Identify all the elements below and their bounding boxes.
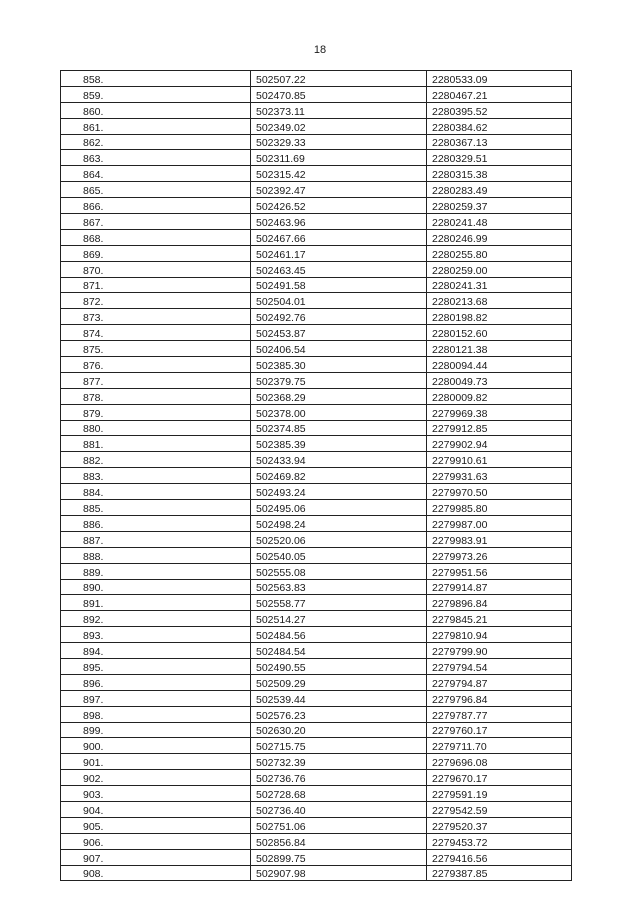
x-coordinate-cell: 502463.45 xyxy=(251,261,427,277)
x-coordinate-cell: 502736.76 xyxy=(251,770,427,786)
table-row xyxy=(61,118,572,134)
table-row xyxy=(61,166,572,182)
y-coordinate-cell: 2280094.44 xyxy=(427,357,572,373)
y-coordinate-cell: 2279896.84 xyxy=(427,595,572,611)
point-number-cell: 904. xyxy=(61,801,251,817)
table-row xyxy=(61,595,572,611)
x-coordinate-cell: 502469.82 xyxy=(251,468,427,484)
table-row xyxy=(61,706,572,722)
table-row xyxy=(61,293,572,309)
point-number-cell: 891. xyxy=(61,595,251,611)
y-coordinate-cell: 2279902.94 xyxy=(427,436,572,452)
y-coordinate-cell: 2280049.73 xyxy=(427,372,572,388)
x-coordinate-cell: 502563.83 xyxy=(251,579,427,595)
y-coordinate-cell: 2280384.62 xyxy=(427,118,572,134)
table-row xyxy=(61,404,572,420)
y-coordinate-cell: 2279912.85 xyxy=(427,420,572,436)
point-number-cell: 884. xyxy=(61,484,251,500)
y-coordinate-cell: 2279542.59 xyxy=(427,801,572,817)
table-row xyxy=(61,738,572,754)
table-row xyxy=(61,611,572,627)
y-coordinate-cell: 2279985.80 xyxy=(427,500,572,516)
point-number-cell: 882. xyxy=(61,452,251,468)
x-coordinate-cell: 502555.08 xyxy=(251,563,427,579)
table-row xyxy=(61,325,572,341)
x-coordinate-cell: 502463.96 xyxy=(251,214,427,230)
x-coordinate-cell: 502504.01 xyxy=(251,293,427,309)
point-number-cell: 900. xyxy=(61,738,251,754)
x-coordinate-cell: 502385.39 xyxy=(251,436,427,452)
table-row xyxy=(61,86,572,102)
y-coordinate-cell: 2279969.38 xyxy=(427,404,572,420)
y-coordinate-cell: 2280121.38 xyxy=(427,341,572,357)
x-coordinate-cell: 502728.68 xyxy=(251,786,427,802)
table-row xyxy=(61,770,572,786)
x-coordinate-cell: 502433.94 xyxy=(251,452,427,468)
point-number-cell: 895. xyxy=(61,658,251,674)
table-row xyxy=(61,754,572,770)
y-coordinate-cell: 2280259.37 xyxy=(427,198,572,214)
point-number-cell: 870. xyxy=(61,261,251,277)
point-number-cell: 905. xyxy=(61,817,251,833)
point-number-cell: 877. xyxy=(61,372,251,388)
point-number-cell: 866. xyxy=(61,198,251,214)
x-coordinate-cell: 502374.85 xyxy=(251,420,427,436)
table-row xyxy=(61,372,572,388)
x-coordinate-cell: 502467.66 xyxy=(251,229,427,245)
point-number-cell: 899. xyxy=(61,722,251,738)
table-row xyxy=(61,309,572,325)
x-coordinate-cell: 502899.75 xyxy=(251,849,427,865)
y-coordinate-cell: 2280533.09 xyxy=(427,71,572,87)
x-coordinate-cell: 502540.05 xyxy=(251,547,427,563)
point-number-cell: 880. xyxy=(61,420,251,436)
x-coordinate-cell: 502520.06 xyxy=(251,531,427,547)
point-number-cell: 885. xyxy=(61,500,251,516)
table-row xyxy=(61,277,572,293)
table-row xyxy=(61,484,572,500)
table-row xyxy=(61,515,572,531)
table-row xyxy=(61,531,572,547)
point-number-cell: 881. xyxy=(61,436,251,452)
x-coordinate-cell: 502492.76 xyxy=(251,309,427,325)
table-row xyxy=(61,674,572,690)
y-coordinate-cell: 2279931.63 xyxy=(427,468,572,484)
table-row xyxy=(61,849,572,865)
y-coordinate-cell: 2279711.70 xyxy=(427,738,572,754)
x-coordinate-cell: 502490.55 xyxy=(251,658,427,674)
y-coordinate-cell: 2280152.60 xyxy=(427,325,572,341)
point-number-cell: 860. xyxy=(61,102,251,118)
table-row xyxy=(61,388,572,404)
point-number-cell: 907. xyxy=(61,849,251,865)
table-row xyxy=(61,102,572,118)
x-coordinate-cell: 502493.24 xyxy=(251,484,427,500)
x-coordinate-cell: 502907.98 xyxy=(251,865,427,881)
table-row xyxy=(61,182,572,198)
table-row xyxy=(61,134,572,150)
table-row xyxy=(61,722,572,738)
x-coordinate-cell: 502498.24 xyxy=(251,515,427,531)
y-coordinate-cell: 2280213.68 xyxy=(427,293,572,309)
point-number-cell: 874. xyxy=(61,325,251,341)
x-coordinate-cell: 502484.54 xyxy=(251,643,427,659)
y-coordinate-cell: 2279696.08 xyxy=(427,754,572,770)
y-coordinate-cell: 2279796.84 xyxy=(427,690,572,706)
table-row xyxy=(61,261,572,277)
x-coordinate-cell: 502509.29 xyxy=(251,674,427,690)
y-coordinate-cell: 2279799.90 xyxy=(427,643,572,659)
y-coordinate-cell: 2279387.85 xyxy=(427,865,572,881)
y-coordinate-cell: 2279670.17 xyxy=(427,770,572,786)
table-row xyxy=(61,214,572,230)
y-coordinate-cell: 2279910.61 xyxy=(427,452,572,468)
point-number-cell: 876. xyxy=(61,357,251,373)
x-coordinate-cell: 502558.77 xyxy=(251,595,427,611)
point-number-cell: 898. xyxy=(61,706,251,722)
point-number-cell: 869. xyxy=(61,245,251,261)
x-coordinate-cell: 502514.27 xyxy=(251,611,427,627)
x-coordinate-cell: 502470.85 xyxy=(251,86,427,102)
point-number-cell: 868. xyxy=(61,229,251,245)
x-coordinate-cell: 502378.00 xyxy=(251,404,427,420)
x-coordinate-cell: 502311.69 xyxy=(251,150,427,166)
table-row xyxy=(61,420,572,436)
y-coordinate-cell: 2280255.80 xyxy=(427,245,572,261)
y-coordinate-cell: 2279794.87 xyxy=(427,674,572,690)
table-row xyxy=(61,150,572,166)
point-number-cell: 862. xyxy=(61,134,251,150)
table-row xyxy=(61,690,572,706)
point-number-cell: 896. xyxy=(61,674,251,690)
point-number-cell: 861. xyxy=(61,118,251,134)
point-number-cell: 883. xyxy=(61,468,251,484)
page-number: 18 xyxy=(313,44,327,56)
y-coordinate-cell: 2279845.21 xyxy=(427,611,572,627)
y-coordinate-cell: 2280467.21 xyxy=(427,86,572,102)
y-coordinate-cell: 2280329.51 xyxy=(427,150,572,166)
y-coordinate-cell: 2279951.56 xyxy=(427,563,572,579)
y-coordinate-cell: 2279520.37 xyxy=(427,817,572,833)
point-number-cell: 901. xyxy=(61,754,251,770)
point-number-cell: 879. xyxy=(61,404,251,420)
point-number-cell: 878. xyxy=(61,388,251,404)
table-row xyxy=(61,817,572,833)
y-coordinate-cell: 2279794.54 xyxy=(427,658,572,674)
y-coordinate-cell: 2280367.13 xyxy=(427,134,572,150)
y-coordinate-cell: 2280246.99 xyxy=(427,229,572,245)
table-row xyxy=(61,436,572,452)
point-number-cell: 863. xyxy=(61,150,251,166)
point-number-cell: 872. xyxy=(61,293,251,309)
x-coordinate-cell: 502630.20 xyxy=(251,722,427,738)
y-coordinate-cell: 2280315.38 xyxy=(427,166,572,182)
x-coordinate-cell: 502484.56 xyxy=(251,627,427,643)
point-number-cell: 894. xyxy=(61,643,251,659)
x-coordinate-cell: 502507.22 xyxy=(251,71,427,87)
table-row xyxy=(61,547,572,563)
x-coordinate-cell: 502329.33 xyxy=(251,134,427,150)
y-coordinate-cell: 2279416.56 xyxy=(427,849,572,865)
y-coordinate-cell: 2280241.48 xyxy=(427,214,572,230)
table-row xyxy=(61,71,572,87)
y-coordinate-cell: 2279591.19 xyxy=(427,786,572,802)
table-row xyxy=(61,627,572,643)
x-coordinate-cell: 502426.52 xyxy=(251,198,427,214)
table-row xyxy=(61,500,572,516)
y-coordinate-cell: 2280259.00 xyxy=(427,261,572,277)
y-coordinate-cell: 2279987.00 xyxy=(427,515,572,531)
y-coordinate-cell: 2279810.94 xyxy=(427,627,572,643)
x-coordinate-cell: 502406.54 xyxy=(251,341,427,357)
point-number-cell: 897. xyxy=(61,690,251,706)
x-coordinate-cell: 502732.39 xyxy=(251,754,427,770)
point-number-cell: 908. xyxy=(61,865,251,881)
point-number-cell: 902. xyxy=(61,770,251,786)
x-coordinate-cell: 502751.06 xyxy=(251,817,427,833)
x-coordinate-cell: 502461.17 xyxy=(251,245,427,261)
x-coordinate-cell: 502736.40 xyxy=(251,801,427,817)
y-coordinate-cell: 2279453.72 xyxy=(427,833,572,849)
x-coordinate-cell: 502349.02 xyxy=(251,118,427,134)
point-number-cell: 889. xyxy=(61,563,251,579)
y-coordinate-cell: 2280395.52 xyxy=(427,102,572,118)
point-number-cell: 888. xyxy=(61,547,251,563)
table-row xyxy=(61,579,572,595)
table-row xyxy=(61,229,572,245)
point-number-cell: 887. xyxy=(61,531,251,547)
table-row xyxy=(61,357,572,373)
y-coordinate-cell: 2280283.49 xyxy=(427,182,572,198)
x-coordinate-cell: 502373.11 xyxy=(251,102,427,118)
table-row xyxy=(61,341,572,357)
table-row xyxy=(61,198,572,214)
x-coordinate-cell: 502453.87 xyxy=(251,325,427,341)
point-number-cell: 890. xyxy=(61,579,251,595)
table-row xyxy=(61,786,572,802)
y-coordinate-cell: 2279973.26 xyxy=(427,547,572,563)
point-number-cell: 875. xyxy=(61,341,251,357)
x-coordinate-cell: 502491.58 xyxy=(251,277,427,293)
table-row xyxy=(61,865,572,881)
x-coordinate-cell: 502576.23 xyxy=(251,706,427,722)
point-number-cell: 871. xyxy=(61,277,251,293)
point-number-cell: 859. xyxy=(61,86,251,102)
coordinates-table xyxy=(60,70,572,881)
point-number-cell: 892. xyxy=(61,611,251,627)
point-number-cell: 893. xyxy=(61,627,251,643)
coordinates-table-body xyxy=(61,71,572,881)
point-number-cell: 873. xyxy=(61,309,251,325)
x-coordinate-cell: 502715.75 xyxy=(251,738,427,754)
x-coordinate-cell: 502315.42 xyxy=(251,166,427,182)
x-coordinate-cell: 502495.06 xyxy=(251,500,427,516)
y-coordinate-cell: 2279787.77 xyxy=(427,706,572,722)
y-coordinate-cell: 2279970.50 xyxy=(427,484,572,500)
table-row xyxy=(61,245,572,261)
y-coordinate-cell: 2280009.82 xyxy=(427,388,572,404)
y-coordinate-cell: 2279983.91 xyxy=(427,531,572,547)
table-row xyxy=(61,452,572,468)
x-coordinate-cell: 502385.30 xyxy=(251,357,427,373)
point-number-cell: 858. xyxy=(61,71,251,87)
x-coordinate-cell: 502379.75 xyxy=(251,372,427,388)
point-number-cell: 906. xyxy=(61,833,251,849)
y-coordinate-cell: 2280241.31 xyxy=(427,277,572,293)
point-number-cell: 864. xyxy=(61,166,251,182)
x-coordinate-cell: 502539.44 xyxy=(251,690,427,706)
table-row xyxy=(61,563,572,579)
table-row xyxy=(61,801,572,817)
point-number-cell: 865. xyxy=(61,182,251,198)
x-coordinate-cell: 502856.84 xyxy=(251,833,427,849)
y-coordinate-cell: 2279760.17 xyxy=(427,722,572,738)
point-number-cell: 886. xyxy=(61,515,251,531)
table-row xyxy=(61,658,572,674)
x-coordinate-cell: 502392.47 xyxy=(251,182,427,198)
point-number-cell: 867. xyxy=(61,214,251,230)
y-coordinate-cell: 2280198.82 xyxy=(427,309,572,325)
table-row xyxy=(61,468,572,484)
x-coordinate-cell: 502368.29 xyxy=(251,388,427,404)
y-coordinate-cell: 2279914.87 xyxy=(427,579,572,595)
table-row xyxy=(61,833,572,849)
table-row xyxy=(61,643,572,659)
point-number-cell: 903. xyxy=(61,786,251,802)
